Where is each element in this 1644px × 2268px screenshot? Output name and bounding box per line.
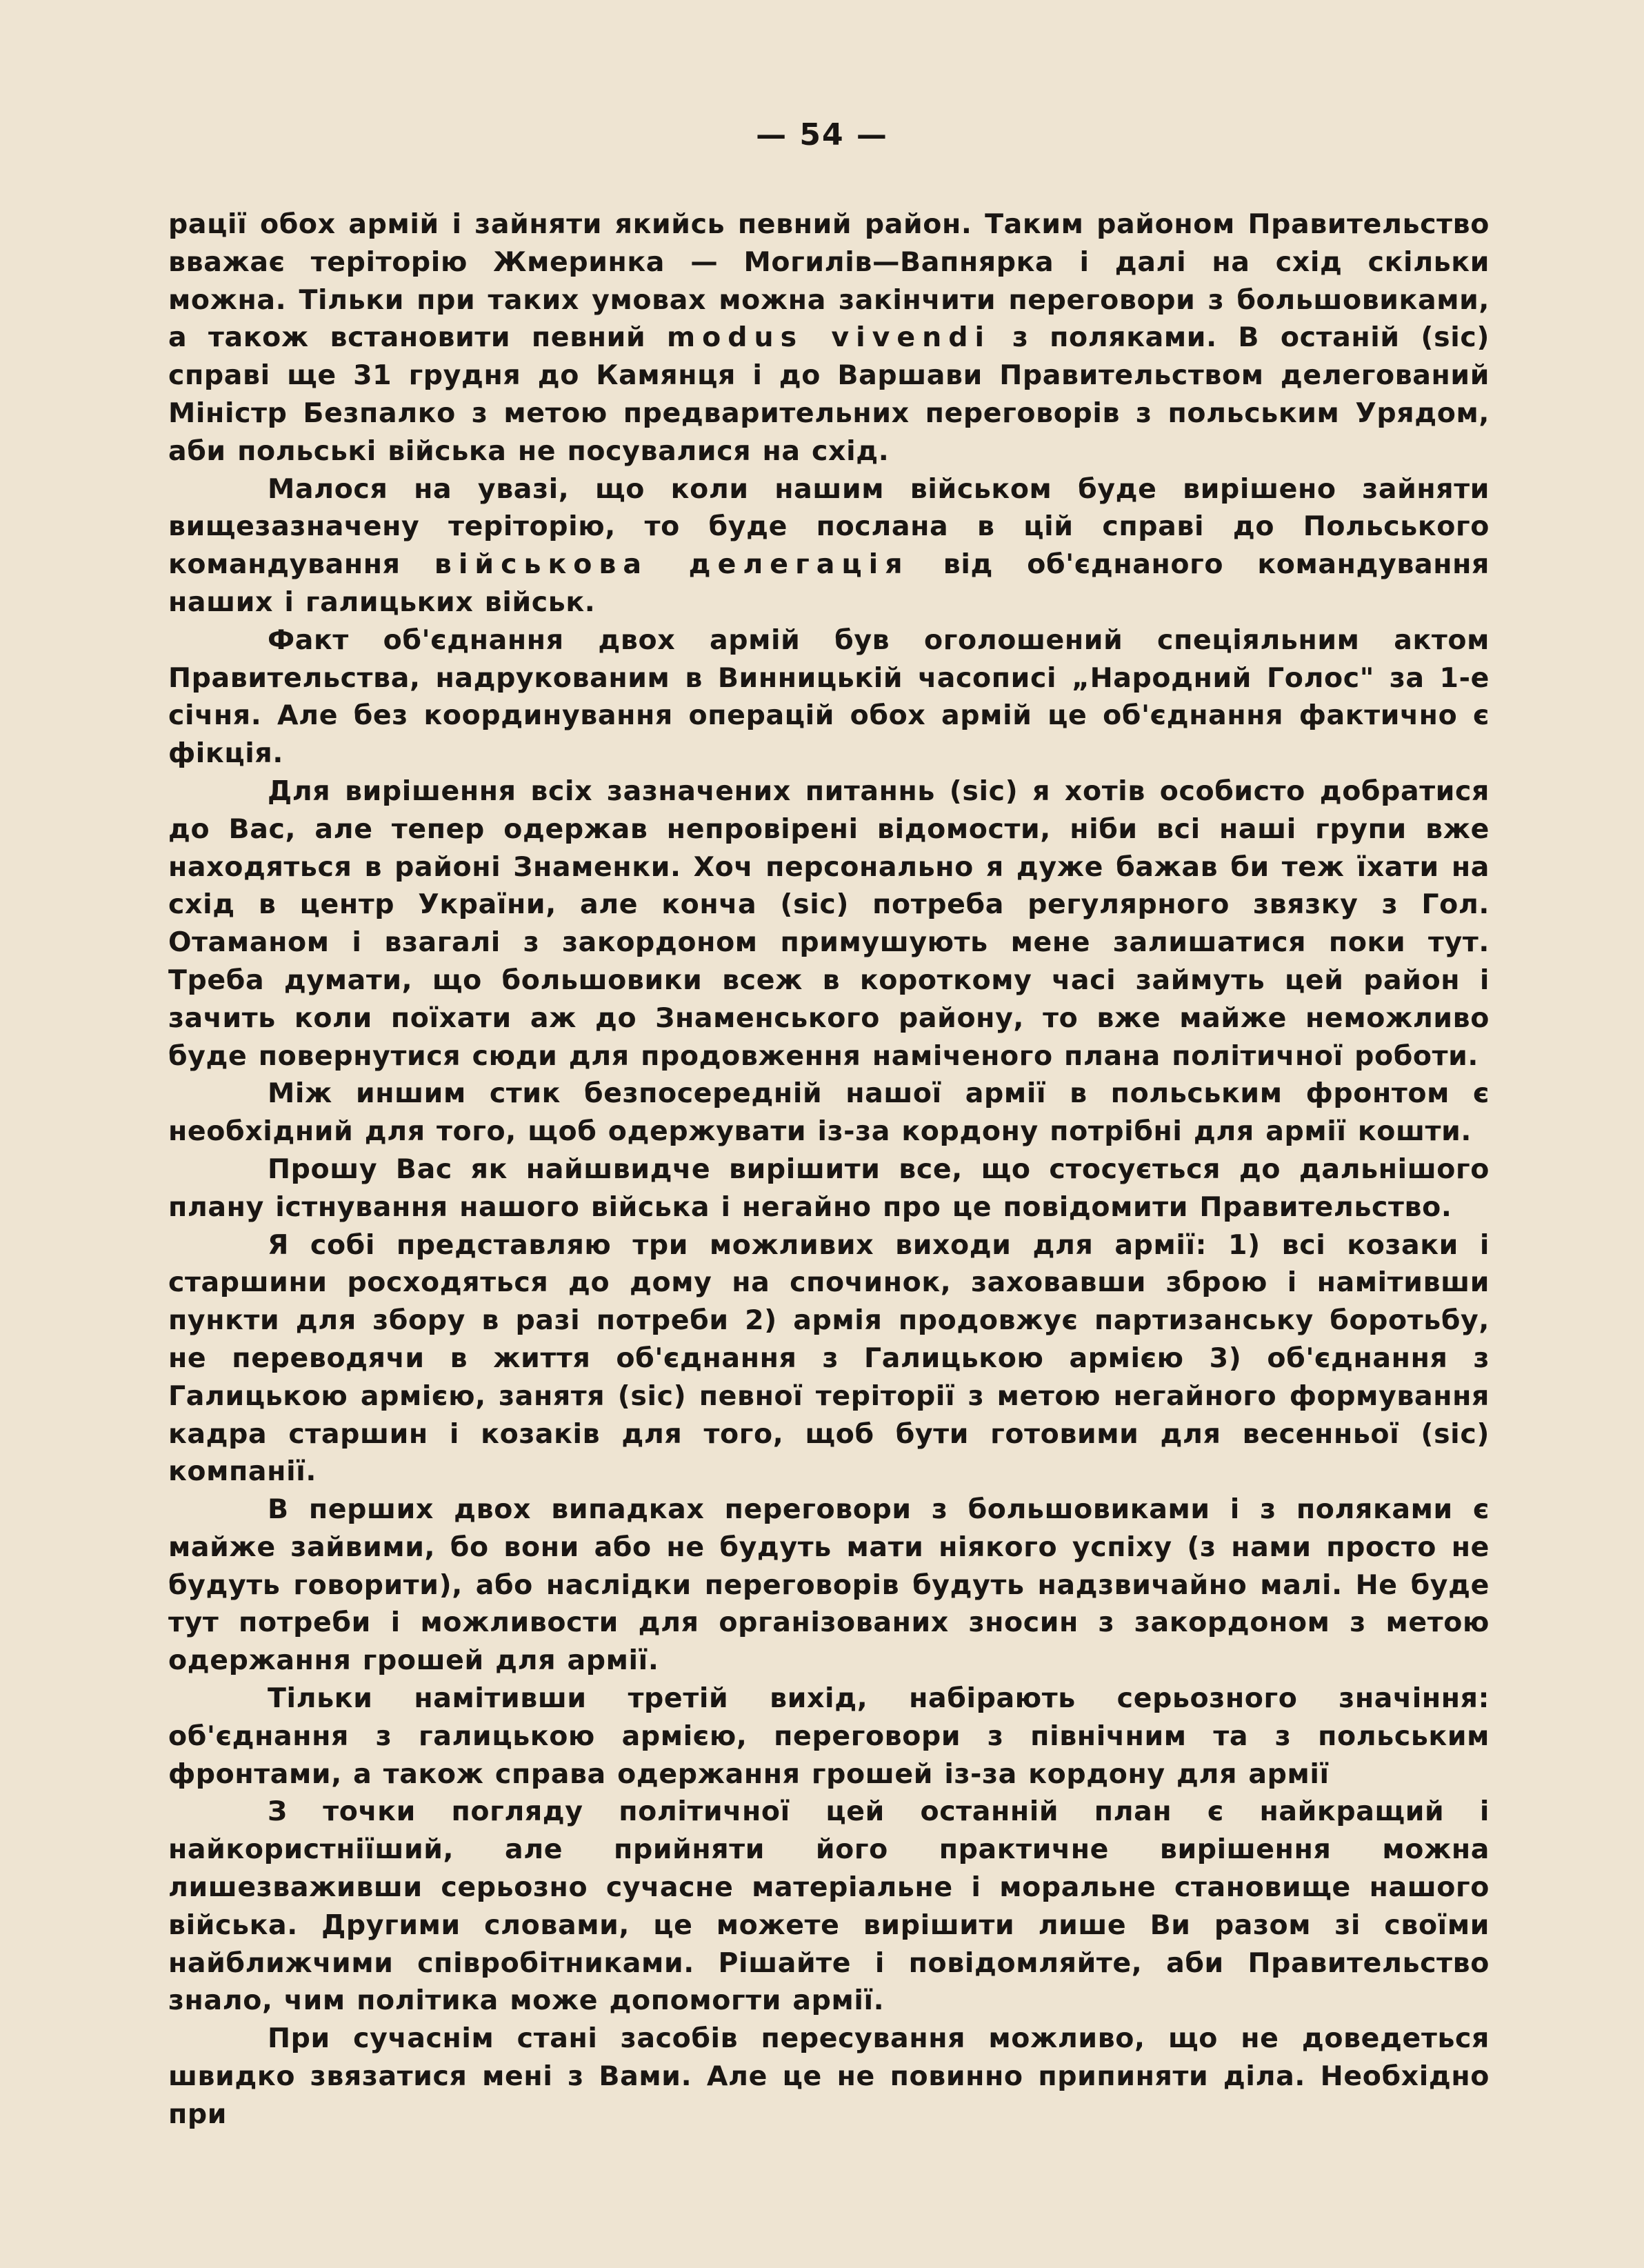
paragraph-2-text-b: від об'єднаного командування наших і галицьких військ. [168,548,1490,618]
paragraph-1 [168,206,1490,470]
page-number: — 54 — [756,117,888,152]
paragraph-5: Між иншим стик безпосередній нашої армії в польським фронтом є необхідний для того, щоб одержувати із-за кордону потрібні для армії кошти. [168,1077,1490,1148]
paragraph-4: Для вирішення всіх зазначених питаннь (sic) я хотів особисто добратися до Вас, але тепер одержав непровірені відомости, ніби всі наші групи вже находяться в районі Знаменки. Хоч персонально я дуже бажав би теж їхати на схід в центр України, але конча (sic) потреба регулярного звязку з Гол. Отаманом і взагалі з закордоном примушують мене залишатися поки тут. Треба думати, що большовики всеж в короткому часі займуть цей район і зачить коли поїхати аж до Знаменського району, то вже майже неможливо буде повернутися сюди для продовження наміченого плана політичної роботи. [168,775,1490,1072]
paragraph-6: Прошу Вас як найшвидче вирішити все, що стосується до дальнішого плану істнування нашого війська і негайно про це повідомити Правительство. [168,1153,1490,1223]
paragraph-9: Тільки намітивши третій вихід, набірають серьозного значіння: об'єднання з галицькою армією, переговори з північним та з польським фронтами, а також справа одержання грошей із-за кордону для армії [168,1682,1490,1790]
paragraph-11: При сучаснім стані засобів пересування можливо, що не доведеться швидко звязатися мені з Вами. Але це не повинно припиняти діла. Необхідно при [168,2022,1490,2130]
paragraph-8: В перших двох випадках переговори з большовиками і з поляками є майже зайвими, бо вони або не будуть мати ніякого успіху (з нами просто не будуть говорити), або наслідки переговорів будуть надзвичайно малі. Не буде тут потреби і можливости для організованих зносин з закордоном з метою одержання грошей для армії. [168,1493,1490,1677]
paragraph-1-text-b: з поляками. В останій (sic) справі ще 31 грудня до Камянця і до Варшави Правительством делегований Міністр Безпалко з метою предварительних переговорів з польським Урядом, аби польські війська не посувалися на схід. [168,321,1490,467]
paragraph-10: З точки погляду політичної цей останній план є найкращий і найкористніїший, але прийняти його практичне вирішення можна лишезваживши серьозно сучасне матеріальне і моральне становище нашого війська. Другими словами, це можете вирішити лише Ви разом зі своїми найближчими співробітниками. Рішайте і повідомляйте, аби Правительство знало, чим політика може допомогти армії. [168,1796,1490,2017]
paragraph-3: Факт об'єднання двох армій був оголошений спеціяльним актом Правительства, надрукованим в Винницькій часописі „Народний Голос" за 1-е січня. Але без координування операцій обох армій це об'єднання фактично є фікція. [168,624,1490,770]
document-body [168,206,1490,2133]
latin-phrase-modus-vivendi: modus vivendi [666,321,992,354]
spaced-phrase-military-delegation: військова делегація [434,548,910,581]
paragraph-2 [168,470,1490,621]
paragraph-1-text-a: рації обох армій і зайняти якийсь певний район. Таким районом Правительство вважає теріторію Жмеринка — Могилів—Вапнярка і далі на схід скільки можна. Тільки при таких умовах можна закінчити переговори з большовиками, а також встановити певний [168,208,1490,354]
paragraph-2-text-a: Малося на увазі, що коли нашим військом буде вирішено зайняти вищезазначену теріторію, то буде послана в цій справі до Польського командування [168,472,1490,581]
paragraph-7: Я собі представляю три можливих виходи для армії: 1) всі козаки і старшини росходяться до дому на спочинок, заховавши зброю і намітивши пункти для збору в разі потреби 2) армія продовжує партизанську боротьбу, не переводячи в життя об'єднання з Галицькою армією 3) об'єднання з Галицькою армією, занятя (sic) певної теріторії з метою негайного формування кадра старшин і козаків для того, щоб бути готовими для весенньої (sic) компанії. [168,1228,1490,1488]
